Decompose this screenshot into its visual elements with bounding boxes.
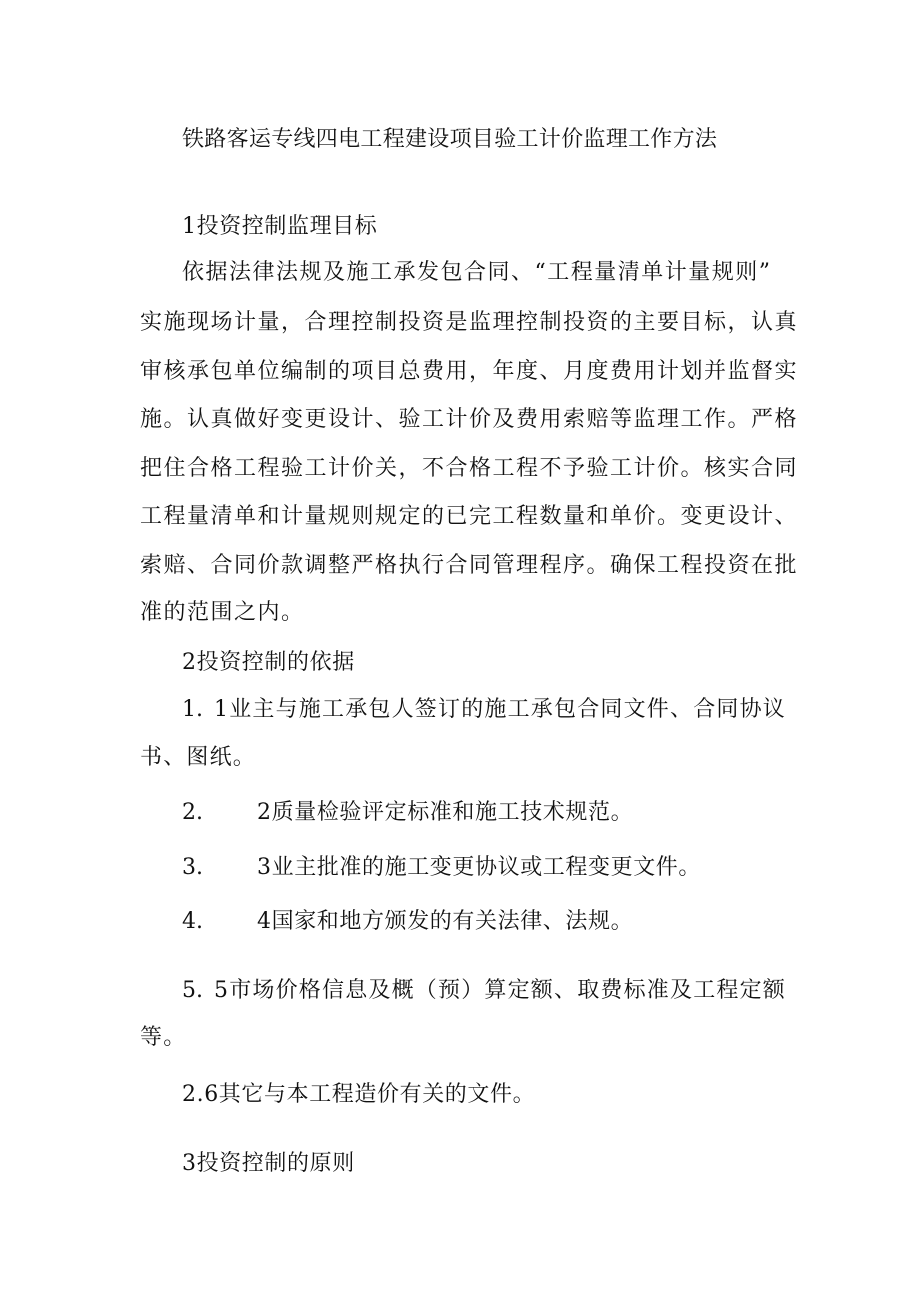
document-title: 铁路客运专线四电工程建设项目验工计价监理工作方法	[182, 127, 718, 152]
list-item-text: 2质量检验评定标准和施工技术规范。	[257, 800, 634, 825]
section-heading-3: 3投资控制的原则	[182, 1151, 355, 1176]
section-heading-1: 1投资控制监理目标	[182, 214, 378, 239]
list-item-number: 3.	[182, 855, 203, 880]
list-item-text: 5市场价格信息及概（预）算定额、取费标准及工程定额	[214, 978, 786, 1003]
list-item-text: 4国家和地方颁发的有关法律、法规。	[257, 909, 634, 934]
paragraph-line: 工程量清单和计量规则规定的已完工程数量和单价。变更设计、	[140, 504, 799, 529]
paragraph-line: 准的范围之内。	[140, 600, 305, 625]
list-item-number: 5.	[182, 978, 203, 1003]
paragraph-line: 审核承包单位编制的项目总费用，年度、月度费用计划并监督实	[140, 359, 799, 384]
paragraph-line: 依据法律法规及施工承发包合同、“工程量清单计量规则”	[182, 260, 772, 285]
list-item-text: 1业主与施工承包人签订的施工承包合同文件、合同协议	[214, 697, 786, 722]
list-item-text: 等。	[140, 1025, 187, 1050]
paragraph-line: 施。认真做好变更设计、验工计价及费用索赔等监理工作。严格	[140, 407, 799, 432]
list-item-text: 书、图纸。	[140, 745, 257, 770]
list-item-text: 3业主批准的施工变更协议或工程变更文件。	[257, 855, 701, 880]
section-heading-2: 2投资控制的依据	[182, 650, 355, 675]
paragraph-line: 索赔、合同价款调整严格执行合同管理程序。确保工程投资在批	[140, 553, 799, 578]
list-item-number: 2.	[182, 800, 203, 825]
list-item-number: 1.	[182, 697, 203, 722]
paragraph-line: 把住合格工程验工计价关，不合格工程不予验工计价。核实合同	[140, 456, 799, 481]
list-item-text: 2.6其它与本工程造价有关的文件。	[182, 1082, 536, 1107]
paragraph-line: 实施现场计量，合理控制投资是监理控制投资的主要目标，认真	[140, 310, 799, 335]
list-item-number: 4.	[182, 909, 203, 934]
